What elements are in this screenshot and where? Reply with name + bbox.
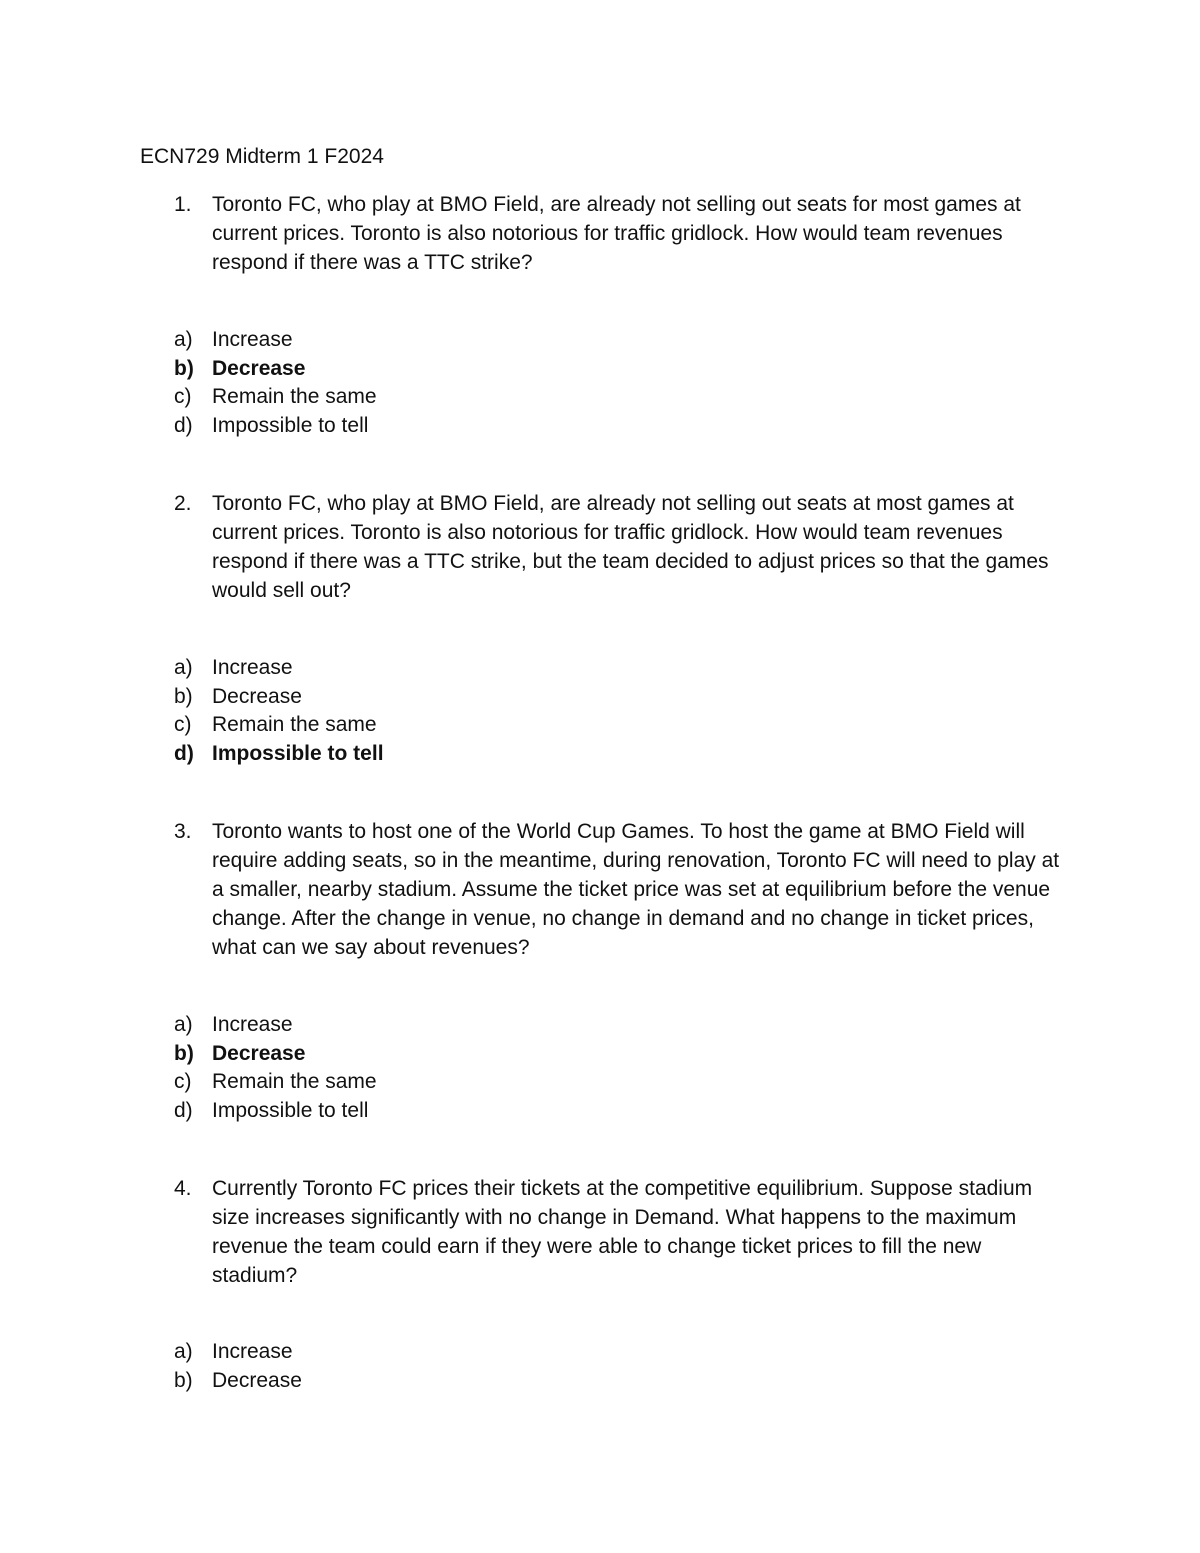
question-number: 2. [174, 492, 192, 515]
question-2-options [174, 654, 774, 769]
option-text: Impossible to tell [212, 1099, 369, 1123]
option-letter: c) [174, 713, 192, 737]
option-b [174, 1367, 774, 1396]
option-text: Increase [212, 1340, 293, 1363]
question-text: Toronto FC, who play at BMO Field, are already not selling out seats at most games at current prices. Toronto is also notorious for traffic gridlock. How would team revenues respond if there was a TTC strike, but the team decided to adjust prices so that the games would sell out? [212, 492, 1049, 602]
question-2 [174, 489, 1074, 605]
option-letter: a) [174, 1340, 193, 1363]
question-4-options [174, 1338, 774, 1395]
option-letter: c) [174, 385, 192, 409]
option-a [174, 1338, 774, 1367]
option-letter: c) [174, 1070, 192, 1094]
option-letter: b) [174, 1368, 193, 1392]
option-text: Increase [212, 328, 293, 351]
option-a [174, 326, 774, 355]
option-letter: d) [174, 414, 193, 438]
option-letter: b) [174, 684, 193, 708]
option-a [174, 654, 774, 683]
question-number: 4. [174, 1177, 192, 1200]
option-text: Remain the same [212, 1070, 377, 1094]
option-b [174, 683, 774, 712]
option-c [174, 711, 774, 740]
question-3-options [174, 1011, 774, 1126]
option-text: Remain the same [212, 713, 377, 737]
option-text: Impossible to tell [212, 742, 384, 766]
option-a [174, 1011, 774, 1040]
question-4 [174, 1174, 1074, 1290]
option-c [174, 1068, 774, 1097]
question-text: Toronto FC, who play at BMO Field, are already not selling out seats for most games at current prices. Toronto is also notorious for traffic gridlock. How would team revenues respond if there was a TTC strike? [212, 193, 1021, 274]
option-text: Increase [212, 1013, 293, 1036]
question-3 [174, 817, 1074, 962]
option-d [174, 1097, 774, 1126]
option-text: Impossible to tell [212, 414, 369, 438]
option-letter: b) [174, 356, 194, 380]
option-text: Decrease [212, 1368, 302, 1392]
option-letter: a) [174, 1013, 193, 1036]
question-1-options [174, 326, 774, 441]
option-letter: b) [174, 1041, 194, 1065]
option-text: Decrease [212, 684, 302, 708]
option-b-answer [174, 1040, 774, 1069]
option-text: Increase [212, 656, 293, 679]
question-text: Toronto wants to host one of the World Cup Games. To host the game at BMO Field will require adding seats, so in the meantime, during renovation, Toronto FC will need to play at a smaller, nearby stadium. Assume the ticket price was set at equilibrium before the venue change. After the change in venue, no change in demand and no change in ticket prices, what can we say about revenues? [212, 820, 1060, 959]
option-letter: a) [174, 328, 193, 351]
option-b-answer [174, 355, 774, 384]
option-letter: a) [174, 656, 193, 679]
option-letter: d) [174, 1099, 193, 1123]
option-letter: d) [174, 742, 194, 766]
question-number: 3. [174, 820, 192, 843]
option-text: Remain the same [212, 385, 377, 409]
option-d-answer [174, 740, 774, 769]
option-text: Decrease [212, 1041, 306, 1065]
option-text: Decrease [212, 356, 306, 380]
option-c [174, 383, 774, 412]
question-text: Currently Toronto FC prices their tickets at the competitive equilibrium. Suppose stadium size increases significantly with no change in Demand. What happens to the maximum revenue the team could earn if they were able to change ticket prices to fill the new stadium? [212, 1177, 1033, 1287]
document-title: ECN729 Midterm 1 F2024 [140, 145, 384, 168]
question-1 [174, 190, 1074, 277]
option-d [174, 412, 774, 441]
question-number: 1. [174, 193, 192, 216]
